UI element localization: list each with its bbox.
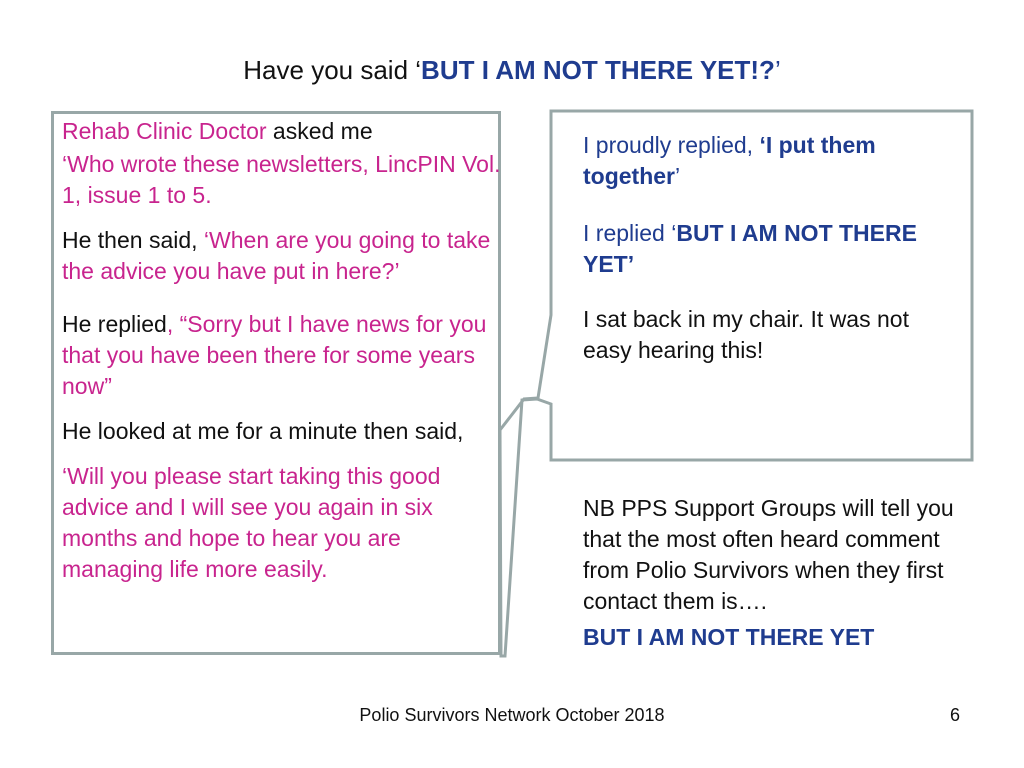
callout-line-3: I sat back in my chair. It was not easy hearing this! xyxy=(583,306,909,363)
not-there-yet-text: BUT I AM NOT THERE YET’ xyxy=(583,220,917,277)
nb-section xyxy=(583,493,983,653)
sorry-quote: , “Sorry but I have news for you that you have been there for some years now” xyxy=(62,311,487,399)
callout-content xyxy=(583,130,963,366)
put-together-text: ‘I put them together xyxy=(583,132,876,189)
i-replied-text: I replied ‘ xyxy=(583,220,677,246)
quote-end: ’ xyxy=(675,163,681,189)
proudly-replied-text: I proudly replied, xyxy=(583,132,760,158)
left-paragraph-5: He looked at me for a minute then said, xyxy=(62,418,464,444)
title-suffix: ’ xyxy=(774,55,781,85)
page-number: 6 xyxy=(950,705,961,725)
asked-me-text: asked me xyxy=(266,118,373,144)
he-replied-text: He replied xyxy=(62,311,167,337)
left-paragraph-6: ‘Will you please start taking this good advice and I will see you again in six months and hope to hear you are managing life more easily. xyxy=(62,463,441,582)
callout-line-2 xyxy=(583,218,963,280)
left-paragraph-2: ‘Who wrote these newsletters, LincPIN Vol. 1, issue 1 to 5. xyxy=(62,151,501,208)
footer-text: Polio Survivors Network October 2018 xyxy=(359,705,665,725)
advice-quote: ‘When are you going to take the advice you have put in here?’ xyxy=(62,227,491,284)
then-said-text: He then said, xyxy=(62,227,204,253)
nb-emphasis: BUT I AM NOT THERE YET xyxy=(583,624,875,650)
callout-line-1 xyxy=(583,130,963,192)
title-prefix: Have you said ‘ xyxy=(243,55,422,85)
nb-paragraph: NB PPS Support Groups will tell you that the most often heard comment from Polio Survivors when they first contact them is…. xyxy=(583,495,954,614)
rehab-doctor-label: Rehab Clinic Doctor xyxy=(62,118,267,144)
title-emphasis: BUT I AM NOT THERE YET!? xyxy=(421,55,775,85)
